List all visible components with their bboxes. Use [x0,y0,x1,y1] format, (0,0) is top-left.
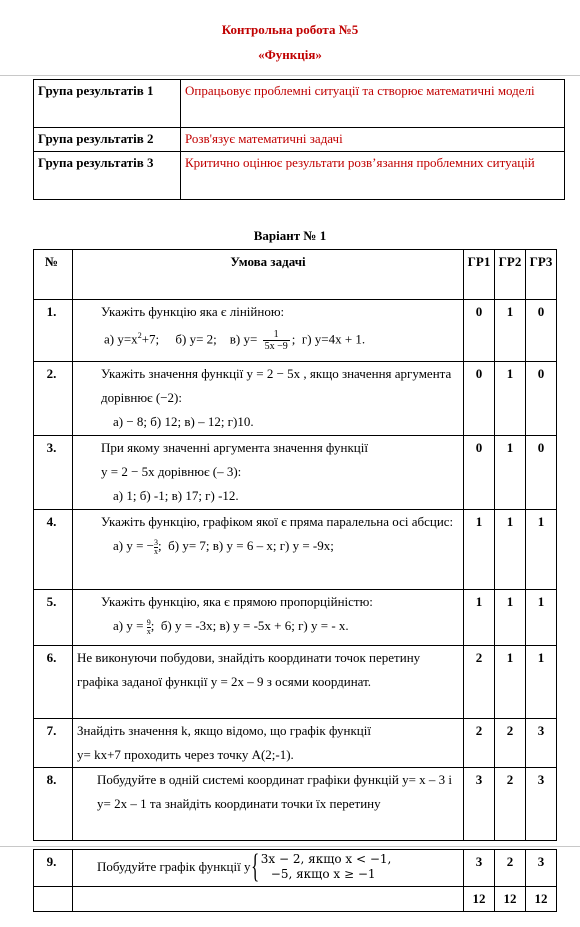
gr3-value: 1 [526,510,557,590]
opt-a: а) y = − [113,538,155,553]
gr2-value: 2 [495,768,526,841]
gr2-value: 1 [495,362,526,436]
opt-a-rest: +7; [141,331,160,347]
brace-symbol: { [251,848,260,885]
gr1-value: 1 [464,590,495,646]
gr3-value: 0 [526,362,557,436]
table-row [34,436,557,510]
page-divider [0,75,580,76]
gr2-value: 1 [495,646,526,719]
gr2-value: 2 [495,719,526,768]
opt-rest: б) y = -3x; в) y = -5x + 6; г) y = - x. [160,618,349,633]
gr3-value: 3 [526,768,557,841]
gr3-value: 3 [526,850,557,887]
gr1-value: 0 [464,362,495,436]
case-2: −5, якщо x ≥ −1 [270,867,376,881]
groups-table [33,79,565,200]
opt-c: в) y= [229,331,258,347]
table-row [34,850,557,887]
task-text: Побудуйте в одній системі координат графіки функцій y= x – 3 і y= 2x – 1 та знайдіть координати точки їх перетину [73,768,464,841]
frac-num: 1 [263,329,290,341]
gr2-value: 2 [495,850,526,887]
task-cell [73,510,464,590]
task-cell [73,850,464,887]
task-number: 4. [34,510,73,590]
gr1-value: 0 [464,436,495,510]
table-row [34,590,557,646]
frac-num: 9 [146,617,151,627]
opt-b: б) y= 2; [175,331,217,347]
group-value: Критично оцінює результати розв’язання проблемних ситуацій [181,152,565,200]
opt-c-fraction [263,329,290,352]
gr1-value: 0 [464,300,495,362]
task-cell [73,590,464,646]
task-number: 6. [34,646,73,719]
task-text-line2: y = 2 − 5x дорівнює (– 3): [101,464,242,479]
frac-den: x [146,626,151,636]
case-1: 3x − 2, якщо x < −1, [260,852,392,866]
task-number: 2. [34,362,73,436]
gr3-value: 0 [526,436,557,510]
header-gr3: ГР3 [526,250,557,300]
totals-row [34,887,557,912]
total-gr2: 12 [495,887,526,912]
opt-a-sup: 2 [137,331,142,340]
gr3-value: 3 [526,719,557,768]
opt-rest: б) y= 7; в) y = 6 – x; г) y = -9x; [168,538,334,553]
opt-a-rest: ; [158,538,162,553]
task-options [77,324,459,352]
variant-heading: Варіант № 1 [253,228,327,243]
group-key: Група результатів 2 [34,128,181,152]
gr2-value: 1 [495,510,526,590]
table-row [34,510,557,590]
task-text: Побудуйте графік функції y [97,859,251,874]
table-row [34,646,557,719]
tasks-table-continued [33,849,557,912]
task-options [77,614,459,638]
task-text-line2: y= kx+7 проходить через точку A(2;-1). [77,747,294,762]
doc-subtitle: «Функція» [258,47,322,62]
doc-title: Контрольна робота №5 [221,22,359,37]
opt-c-rest: ; [291,331,296,347]
gr3-value: 1 [526,590,557,646]
table-row [34,300,557,362]
frac-den: 5x −9 [264,340,288,352]
task-text: Укажіть значення функції y = 2 − 5x , якщо значення аргумента дорівнює (−2): [101,366,452,405]
task-cell [73,300,464,362]
task-number: 5. [34,590,73,646]
task-number: 7. [34,719,73,768]
gr1-value: 2 [464,646,495,719]
gr1-value: 3 [464,768,495,841]
total-gr1: 12 [464,887,495,912]
piecewise-cases [261,852,392,882]
task-number: 8. [34,768,73,841]
frac-num: 3 [154,537,159,547]
gr1-value: 1 [464,510,495,590]
task-options: а) − 8; б) 12; в) – 12; г)10. [113,414,254,429]
opt-d: г) y=4x + 1. [301,331,366,347]
group-value: Опрацьовує проблемні ситуації та створює математичні моделі [181,80,565,128]
opt-a-rest: ; [150,618,155,633]
gr1-value: 3 [464,850,495,887]
task-text: При якому значенні аргумента значення функції [101,440,368,455]
frac-den: x [154,546,159,556]
table-row [34,362,557,436]
task-cell [73,436,464,510]
header-gr1: ГР1 [464,250,495,300]
tasks-table [33,249,557,841]
task-number: 3. [34,436,73,510]
gr2-value: 1 [495,300,526,362]
total-gr3: 12 [526,887,557,912]
gr3-value: 0 [526,300,557,362]
header-task: Умова задачі [73,250,464,300]
task-text: Укажіть функцію, яка є прямою пропорційністю: [101,594,373,609]
task-number: 9. [34,850,73,887]
opt-a: а) y=x [104,331,138,347]
task-cell [73,362,464,436]
gr2-value: 1 [495,590,526,646]
gr3-value: 1 [526,646,557,719]
task-text: Укажіть функцію яка є лінійною: [101,304,285,319]
task-text: Укажіть функцію, графіком якої є пряма паралельна осі абсцис: [101,514,454,529]
task-options: а) 1; б) -1; в) 17; г) -12. [113,488,239,503]
group-key: Група результатів 3 [34,152,181,200]
table-row [34,768,557,841]
gr2-value: 1 [495,436,526,510]
group-key: Група результатів 1 [34,80,181,128]
totals-label-empty [73,887,464,912]
task-options [77,534,459,558]
task-cell [73,719,464,768]
header-no: № [34,250,73,300]
task-number: 1. [34,300,73,362]
table-row [34,719,557,768]
gr1-value: 2 [464,719,495,768]
page-break-divider [0,846,580,847]
header-gr2: ГР2 [495,250,526,300]
task-text: Знайдіть значення k, якщо відомо, що графік функції [77,723,371,738]
opt-a: а) y = [113,618,144,633]
task-text: Не виконуючи побудови, знайдіть координати точок перетину графіка заданої функції y = 2x – 9 з осями координат. [73,646,464,719]
totals-empty [34,887,73,912]
group-value: Розв'язує математичні задачі [181,128,565,152]
